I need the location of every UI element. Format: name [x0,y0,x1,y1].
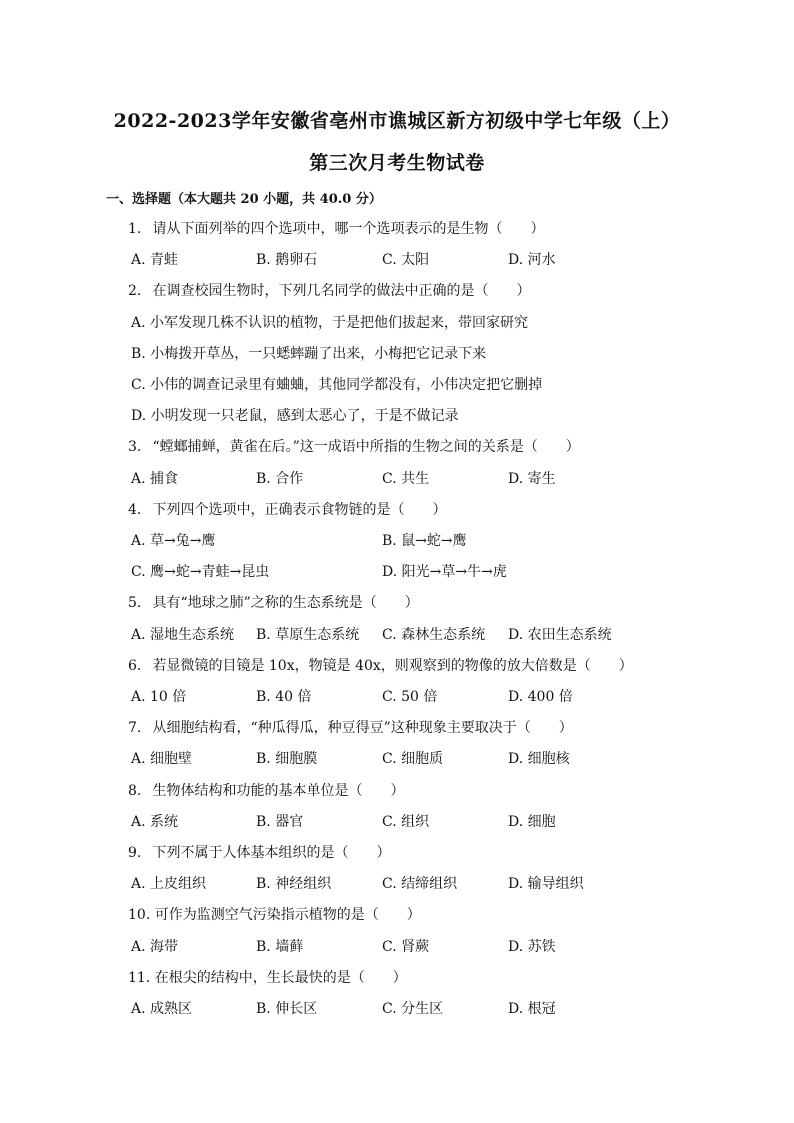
question-text: 生物体结构和功能的基本单位是（ ） [152,782,405,799]
question-stem [128,717,573,737]
question-number: 8. [128,782,142,799]
question-stem [128,842,390,862]
question-number: 5. [128,595,142,612]
answer-option: C. 小伟的调查记录里有蛐蛐，其他同学都没有，小伟决定把它删掉 [131,377,543,393]
answer-option: C. 50 倍 [382,689,438,705]
question-text: 从细胞结构看，“种瓜得瓜，种豆得豆”这种现象主要取决于（ ） [152,720,573,737]
answer-option: C. 细胞质 [382,751,444,768]
answer-option: A. 草→兔→鹰 [131,533,216,549]
answer-option: A. 上皮组织 [131,876,207,893]
question-number: 4. [128,501,142,518]
question-text: 下列四个选项中，正确表示食物链的是（ ） [152,501,447,518]
answer-option: C. 共生 [382,470,430,487]
answer-option: B. 草原生态系统 [256,626,360,643]
question-number: 11. [128,969,151,986]
answer-option: C. 肾蕨 [382,938,430,955]
answer-option: A. 细胞壁 [131,751,193,768]
answer-option: D. 细胞核 [508,751,570,768]
question-number: 1. [128,221,142,237]
question-number: 9. [128,845,142,861]
question-text: 若显微镜的目镜是 10x，物镜是 40x，则观察到的物像的放大倍数是（ ） [152,657,633,674]
question-number: 6. [128,657,142,674]
question-text: 下列不属于人体基本组织的是（ ） [152,845,391,861]
question-text: 在根尖的结构中，生长最快的是（ ） [154,969,407,986]
answer-option: D. 根冠 [508,1001,556,1017]
question-stem [128,592,419,612]
question-stem [128,967,407,987]
answer-option: B. 40 倍 [256,689,312,705]
question-stem [128,904,421,924]
answer-option: C. 结缔组织 [382,876,458,893]
question-stem [128,436,580,456]
question-stem [128,499,446,519]
exam-title-line1: 2022-2023学年安徽省亳州市谯城区新方初级中学七年级（上） [113,110,681,132]
section-heading: 一、选择题（本大题共 20 小题，共 40.0 分） [106,192,382,207]
answer-option: B. 小梅拨开草丛，一只蟋蟀蹦了出来，小梅把它记录下来 [131,345,487,362]
answer-option: A. 成熟区 [131,1001,193,1017]
answer-option: D. 阳光→草→牛→虎 [382,564,507,581]
answer-option: A. 10 倍 [131,689,187,705]
answer-option: D. 400 倍 [508,689,573,705]
answer-option: D. 农田生态系统 [508,626,612,643]
answer-option: D. 小明发现一只老鼠，感到太恶心了，于是不做记录 [131,408,459,425]
question-stem [128,655,633,675]
answer-option: C. 组织 [382,813,430,830]
question-text: “螳螂捕蝉，黄雀在后。”这一成语中所指的生物之间的关系是（ ） [152,439,580,456]
answer-option: C. 森林生态系统 [382,626,486,643]
answer-option: C. 鹰→蛇→青蛙→昆虫 [131,564,270,581]
answer-option: B. 墙藓 [256,938,304,955]
answer-option: B. 鹅卵石 [256,252,318,269]
answer-option: D. 输导组织 [508,876,584,893]
question-stem [128,218,544,238]
answer-option: B. 伸长区 [256,1001,318,1017]
answer-option: B. 器官 [256,813,304,830]
question-number: 7. [128,720,142,737]
answer-option: A. 小军发现几株不认识的植物，于是把他们拔起来，带回家研究 [131,314,529,331]
question-stem [128,280,530,300]
answer-option: D. 苏铁 [508,938,556,955]
question-text: 具有“地球之肺”之称的生态系统是（ ） [152,595,419,612]
answer-option: D. 寄生 [508,470,556,487]
answer-option: B. 鼠→蛇→鹰 [382,533,467,549]
answer-option: D. 细胞 [508,813,556,830]
answer-option: A. 青蛙 [131,252,179,269]
answer-option: B. 神经组织 [256,876,332,893]
answer-option: A. 湿地生态系统 [131,626,235,643]
answer-option: B. 合作 [256,470,304,487]
answer-option: C. 太阳 [382,252,430,269]
answer-option: A. 海带 [131,938,179,955]
question-stem [128,780,404,800]
question-text: 请从下面列举的四个选项中，哪一个选项表示的是生物（ ） [152,221,545,237]
question-number: 3. [128,439,142,456]
answer-option: A. 捕食 [131,470,179,487]
question-number: 2. [128,283,142,300]
answer-option: B. 细胞膜 [256,751,318,768]
question-text: 可作为监测空气污染指示植物的是（ ） [154,907,421,924]
question-number: 10. [128,907,151,924]
exam-title-line2: 第三次月考生物试卷 [309,152,485,174]
answer-option: D. 河水 [508,252,556,269]
answer-option: A. 系统 [131,813,179,830]
question-text: 在调查校园生物时，下列几名同学的做法中正确的是（ ） [152,283,531,300]
answer-option: C. 分生区 [382,1001,444,1017]
